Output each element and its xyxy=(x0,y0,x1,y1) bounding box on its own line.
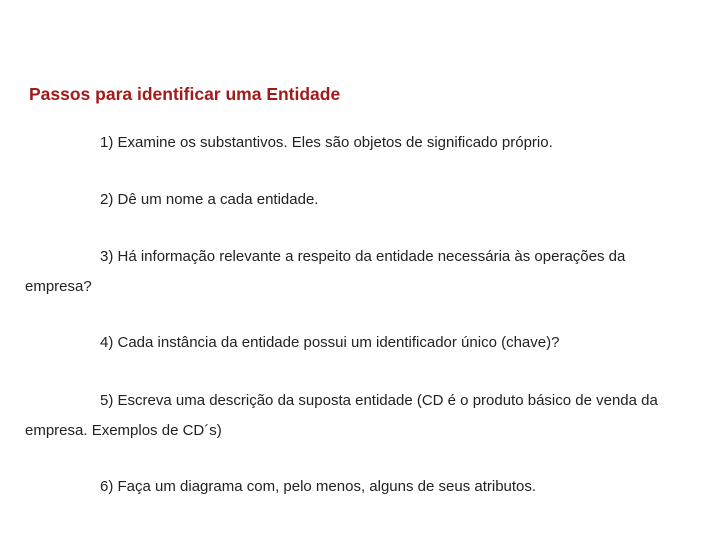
step-5: 5) Escreva uma descrição da suposta entidade (CD é o produto básico de venda da empresa. Exemplos de CD´s) xyxy=(25,392,658,439)
step-4: 4) Cada instância da entidade possui um identificador único (chave)? xyxy=(100,334,560,351)
step-6: 6) Faça um diagrama com, pelo menos, alguns de seus atributos. xyxy=(100,478,537,495)
page-title: Passos para identificar uma Entidade xyxy=(29,83,341,104)
step-1: 1) Examine os substantivos. Eles são objetos de significado próprio. xyxy=(100,134,553,151)
step-3: 3) Há informação relevante a respeito da entidade necessária às operações da empresa? xyxy=(25,248,626,295)
step-2: 2) Dê um nome a cada entidade. xyxy=(100,191,319,208)
